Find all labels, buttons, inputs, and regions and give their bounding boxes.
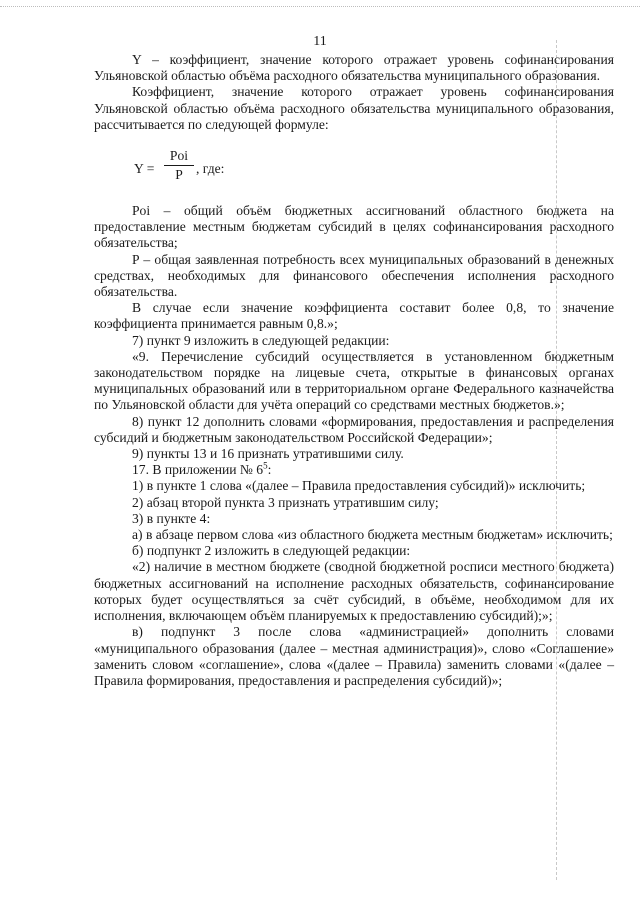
paragraph-sub-b: б) подпункт 2 изложить в следующей редакции: [132, 543, 411, 559]
item-17-suffix: : [267, 462, 272, 478]
paragraph-sub-3: 3) в пункте 4: [132, 510, 211, 526]
page-number: 11 [313, 34, 327, 49]
paragraph-item-17 [94, 462, 614, 478]
paragraph-sub-v: в) подпункт 3 после слова «администрацией» дополнить словами «муниципального образования (далее – местная администрация)», слово «Соглашение» заменить словом «соглашение», слова «(далее – Правила) заменить словами «(далее – Правила формирования, предоставления и распределения субсидий)»; [94, 624, 614, 688]
paragraph-sub-b-text: «2) наличие в местном бюджете (сводной бюджетной росписи местного бюджета) бюджетных ассигнований на исполнение расходных обязательств, софинансирование которых будет осуществляться за счёт субсидий, в объёме, необходимом для их исполнения, включающем объём планируемых к предоставлению субсидий);»; [94, 559, 614, 624]
paragraph-sub-2: 2) абзац второй пункта 3 признать утратившим силу; [132, 494, 439, 510]
paragraph-sub-1: 1) в пункте 1 слова «(далее – Правила предоставления субсидий)» исключить; [132, 478, 586, 494]
paragraph-item-7: 7) пункт 9 изложить в следующей редакции: [132, 332, 390, 348]
formula-fraction [164, 148, 194, 183]
document-body [94, 52, 614, 689]
paragraph-y-definition: Y – коэффициент, значение которого отражает уровень софинансирования Ульяновской областью объёма расходного обязательства муниципального образования. [94, 52, 614, 84]
paragraph-poi-definition: Poi – общий объём бюджетных ассигнований областного бюджета на предоставление местным бюджетам субсидий в целях софинансирования расходного обязательства; [94, 203, 614, 251]
formula-denominator: P [175, 167, 183, 183]
formula-numerator: Poi [164, 148, 194, 166]
formula-where: , где: [196, 161, 225, 177]
item-17-prefix: 17. В приложении № 6 [132, 462, 264, 478]
paragraph-item-9: 9) пункты 13 и 16 признать утратившими силу. [132, 446, 404, 462]
scan-edge-line [0, 6, 640, 7]
item-17-superscript: 5 [263, 460, 268, 471]
paragraph-item-8: 8) пункт 12 дополнить словами «формирования, предоставления и распределения субсидий и бюджетным законодательством Российской Федерации»; [94, 413, 614, 445]
paragraph-sub-a: а) в абзаце первом слова «из областного бюджета местным бюджетам» исключить; [132, 527, 613, 543]
formula-lhs: Y = [134, 161, 155, 177]
paragraph-coefficient-intro: Коэффициент, значение которого отражает уровень софинансирования Ульяновской областью объёма расходного обязательства муниципального образования, рассчитывается по следующей формуле: [94, 84, 614, 132]
paragraph-item-9-text: «9. Перечисление субсидий осуществляется в установленном бюджетным законодательством порядке на лицевые счета, открытые в финансовых органах муниципальных образований или в территориальном органе Федерального казначейства по Ульяновской области для учёта операций со средствами местных бюджетов.»; [94, 348, 614, 413]
formula [94, 133, 614, 203]
paragraph-coefficient-cap: В случае если значение коэффициента составит более 0,8, то значение коэффициента принимается равным 0,8.»; [94, 300, 614, 332]
paragraph-p-definition: P – общая заявленная потребность всех муниципальных образований в денежных средствах, необходимых для финансового обеспечения исполнения расходного обязательства. [94, 251, 614, 300]
